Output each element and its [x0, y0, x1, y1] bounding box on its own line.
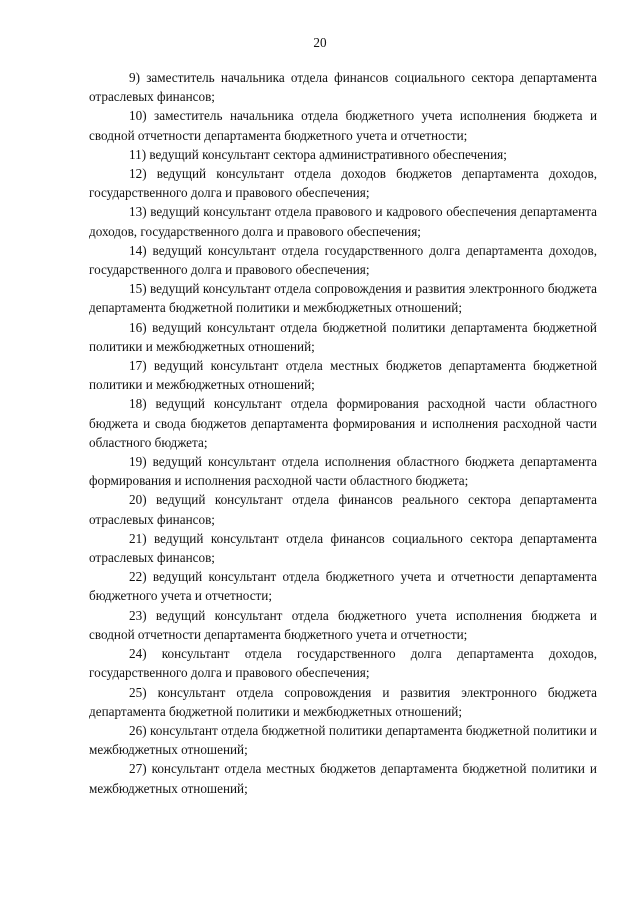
list-item: 26) консультант отдела бюджетной политики департамента бюджетной политики и межбюджетных отношений;: [89, 722, 597, 758]
list-item: 13) ведущий консультант отдела правового и кадрового обеспечения департамента доходов, государственного долга и правового обеспечения;: [89, 204, 597, 239]
list-item: 11) ведущий консультант сектора административного обеспечения;: [129, 146, 507, 162]
list-item: 17) ведущий консультант отдела местных бюджетов департамента бюджетной политики и межбюджетных отношений;: [89, 358, 597, 393]
list-item: 18) ведущий консультант отдела формирования расходной части областного бюджета и свода бюджетов департамента формирования и исполнения расходной части областного бюджета;: [89, 396, 597, 450]
list-item: 20) ведущий консультант отдела финансов реального сектора департамента отраслевых финансов;: [89, 492, 597, 527]
list-item: 25) консультант отдела сопровождения и развития электронного бюджета департамента бюджетной политики и межбюджетных отношений;: [89, 684, 597, 719]
list-item: 23) ведущий консультант отдела бюджетного учета исполнения бюджета и сводной отчетности департамента бюджетного учета и отчетности;: [89, 607, 597, 642]
list-item: 21) ведущий консультант отдела финансов социального сектора департамента отраслевых финансов;: [89, 530, 597, 566]
list-item: 24) консультант отдела государственного долга департамента доходов, государственного долга и правового обеспечения;: [89, 646, 597, 681]
list-item: 19) ведущий консультант отдела исполнения областного бюджета департамента формирования и исполнения расходной части областного бюджета;: [89, 454, 597, 489]
list-item: 27) консультант отдела местных бюджетов департамента бюджетной политики и межбюджетных отношений;: [89, 761, 597, 796]
list-item: 14) ведущий консультант отдела государственного долга департамента доходов, государственного долга и правового обеспечения;: [89, 242, 597, 278]
list-item: 15) ведущий консультант отдела сопровождения и развития электронного бюджета департамента бюджетной политики и межбюджетных отношений;: [89, 281, 597, 316]
list-item: 22) ведущий консультант отдела бюджетного учета и отчетности департамента бюджетного учета и отчетности;: [89, 569, 597, 604]
list-item: 16) ведущий консультант отдела бюджетной политики департамента бюджетной политики и межбюджетных отношений;: [89, 319, 597, 354]
list-content: [89, 68, 597, 798]
list-item: 10) заместитель начальника отдела бюджетного учета исполнения бюджета и сводной отчетности департамента бюджетного учета и отчетности;: [89, 108, 597, 143]
list-item: 9) заместитель начальника отдела финансов социального сектора департамента отраслевых финансов;: [89, 70, 597, 105]
list-item: 12) ведущий консультант отдела доходов бюджетов департамента доходов, государственного долга и правового обеспечения;: [89, 166, 597, 201]
page-number: 20: [313, 35, 327, 50]
